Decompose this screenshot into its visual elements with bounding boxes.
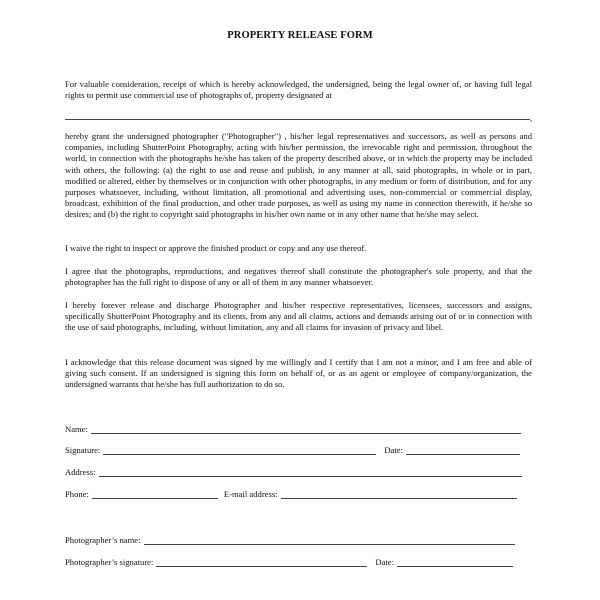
address-row (65, 465, 522, 477)
date-label: Date: (384, 445, 403, 455)
phone-field[interactable] (92, 489, 218, 499)
photographer-date-field[interactable] (397, 557, 513, 567)
photographer-signature-row (65, 555, 513, 567)
property-field-comma: , (530, 113, 533, 123)
photographer-name-field[interactable] (144, 535, 515, 545)
address-label: Address: (65, 467, 96, 477)
name-row (65, 422, 521, 434)
email-label: E-mail address: (223, 489, 278, 499)
signature-field[interactable] (103, 445, 376, 455)
grant-paragraph: hereby grant the undersigned photographer ("Photographer") , his/her legal representatives and successors, as well as persons and companies, including ShutterPoint Photography, acting with his/her permission, the irrevocable right and permission, throughout the world, in connection with the photographs he/she has taken of the property described above, or in which the property may be included with others, the following: (a) the right to use and reuse and publish, in any manner at all, said photographs, in whole or in part, modified or altered, either by themselves or in conjunction with other photographs, in any medium or form of distribution, and for any purposes whatsoever, including, without limitation, all promotional and advertising uses, non-commercial or commercial display, broadcast, exhibition of the final production, and other trade purposes, as well as using my name in connection therewith, if he/she so desires; and (b) the right to copyright said photographs in his/her own name or in any other name that he/she may select. (65, 131, 532, 220)
intro-paragraph: For valuable consideration, receipt of which is hereby acknowledged, the undersigned, being the legal owner of, or having full legal rights to permit use commercial use of photographs of, property designated at (65, 79, 532, 101)
date-field[interactable] (406, 445, 520, 455)
release-paragraph: I hereby forever release and discharge Photographer and his/her respective representatives, licensees, successors and assigns, specifically ShutterPoint Photography and its clients, from any and all claims, actions and demands arising out of or in connection with the use of said photographs, including, without limitation, any and all claims for invasion of privacy and libel. (65, 300, 532, 333)
name-label: Name: (65, 424, 88, 434)
acknowledgement-paragraph: I acknowledge that this release document was signed by me willingly and I certify that I am not a minor, and I am free and able of giving such consent. If an undersigned is signing this form on behalf of, or as an agent or employee of company/organization, the undersigned warrants that he/she has full authorization to do so. (65, 357, 532, 390)
phone-label: Phone: (65, 489, 89, 499)
photographer-name-row (65, 533, 515, 545)
photographer-signature-label: Photographer’s signature: (65, 557, 154, 567)
property-designation-field[interactable] (65, 119, 530, 120)
signature-label: Signature: (65, 445, 101, 455)
waiver-paragraph: I waive the right to inspect or approve the finished product or copy and any use thereof. (65, 243, 367, 253)
ownership-paragraph: I agree that the photographs, reproductions, and negatives thereof shall constitute the photographer's sole property, and that the photographer has the full right to dispose of any or all of them in any manner whatsoever. (65, 266, 532, 288)
name-field[interactable] (91, 424, 521, 434)
signature-row (65, 443, 520, 455)
address-field[interactable] (99, 467, 522, 477)
email-field[interactable] (281, 489, 517, 499)
photographer-name-label: Photographer’s name: (65, 535, 141, 545)
phone-email-row (65, 487, 517, 499)
page-title: PROPERTY RELEASE FORM (227, 30, 373, 41)
photographer-signature-field[interactable] (156, 557, 367, 567)
photographer-date-label: Date: (375, 557, 395, 567)
